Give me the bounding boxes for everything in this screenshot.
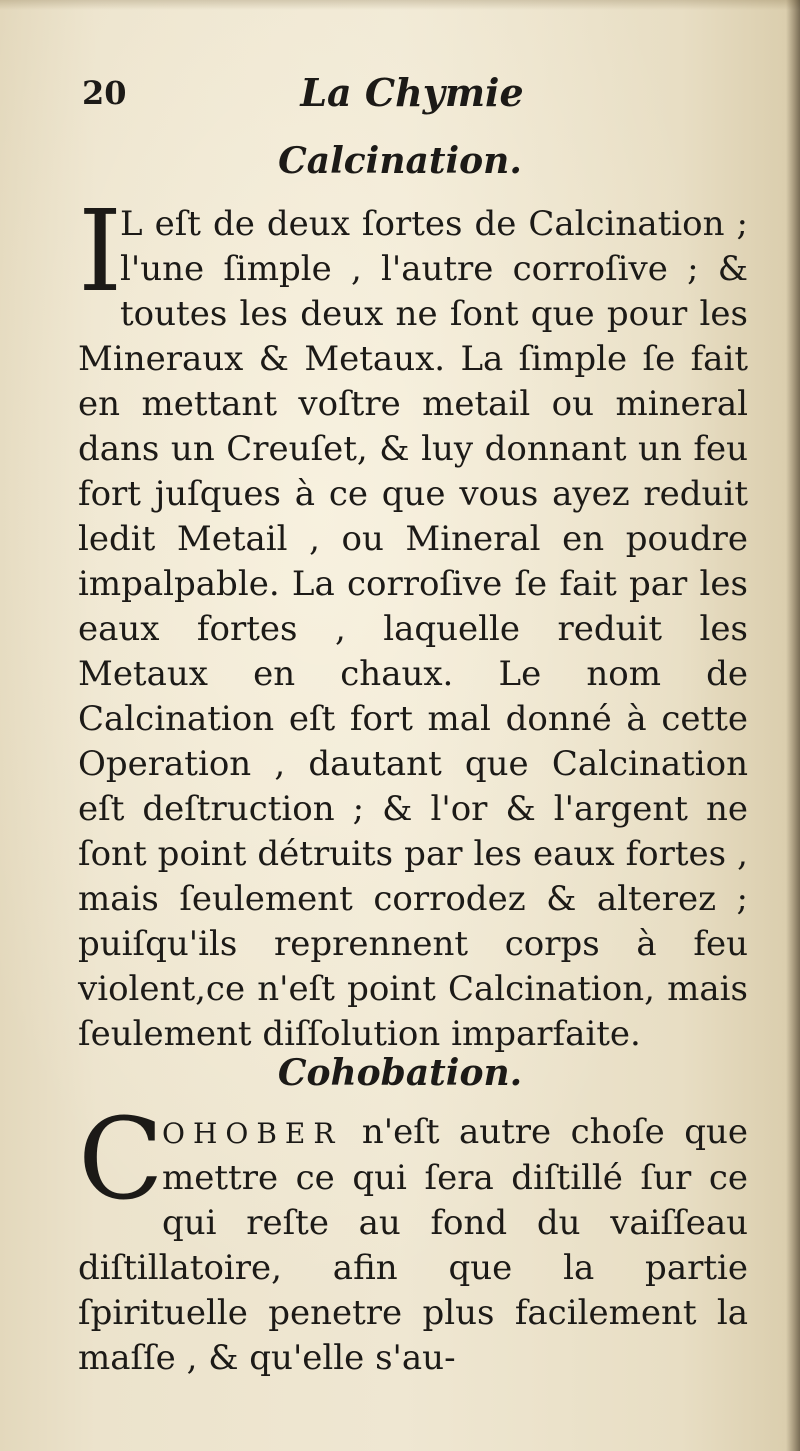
drop-cap: I [78, 187, 123, 317]
paragraph-calcination [78, 187, 748, 1057]
page-number: 20 [82, 74, 127, 112]
drop-cap: C [78, 1095, 164, 1225]
section-title-calcination: Calcination. [278, 140, 522, 182]
paragraph-text: L eſt de deux ſortes de Calcination ; l'une ſimple , l'autre corroſive ; & toutes les deux ne ſont que pour les Mineraux & Metaux. La ſimple ſe fait en mettant voſtre metail ou mineral dans un Creuſet, & luy donnant un feu fort juſques à ce que vous ayez reduit ledit Metail , ou Mineral en poudre impalpable. La corroſive ſe fait par les eaux fortes , laquelle reduit les Metaux en chaux. Le nom de Calcination eſt fort mal donné à cette Operation , dautant que Calcination eſt deſtruction ; & l'or & l'argent ne ſont point détruits par les eaux fortes , mais ſeulement corrodez & alterez ; puiſqu'ils reprennent corps à feu violent,ce n'eſt point Calcination, mais ſeulement diſſolution imparfaite. [78, 204, 748, 1054]
lead-word: OHOBER [162, 1117, 343, 1150]
paragraph-cohobation [78, 1095, 748, 1381]
running-title: La Chymie [300, 70, 524, 115]
section-title-cohobation: Cohobation. [277, 1052, 523, 1094]
page-edge-top [0, 0, 800, 10]
paragraph-text: n'eſt autre choſe que mettre ce qui ſera diſtillé ſur ce qui reſte au fond du vaiſſeau diſtillatoire, afin que la partie ſpirituelle penetre plus facilement la maſſe , & qu'elle s'au- [78, 1112, 748, 1378]
page-header [82, 70, 742, 130]
page-edge-right [786, 0, 800, 1451]
